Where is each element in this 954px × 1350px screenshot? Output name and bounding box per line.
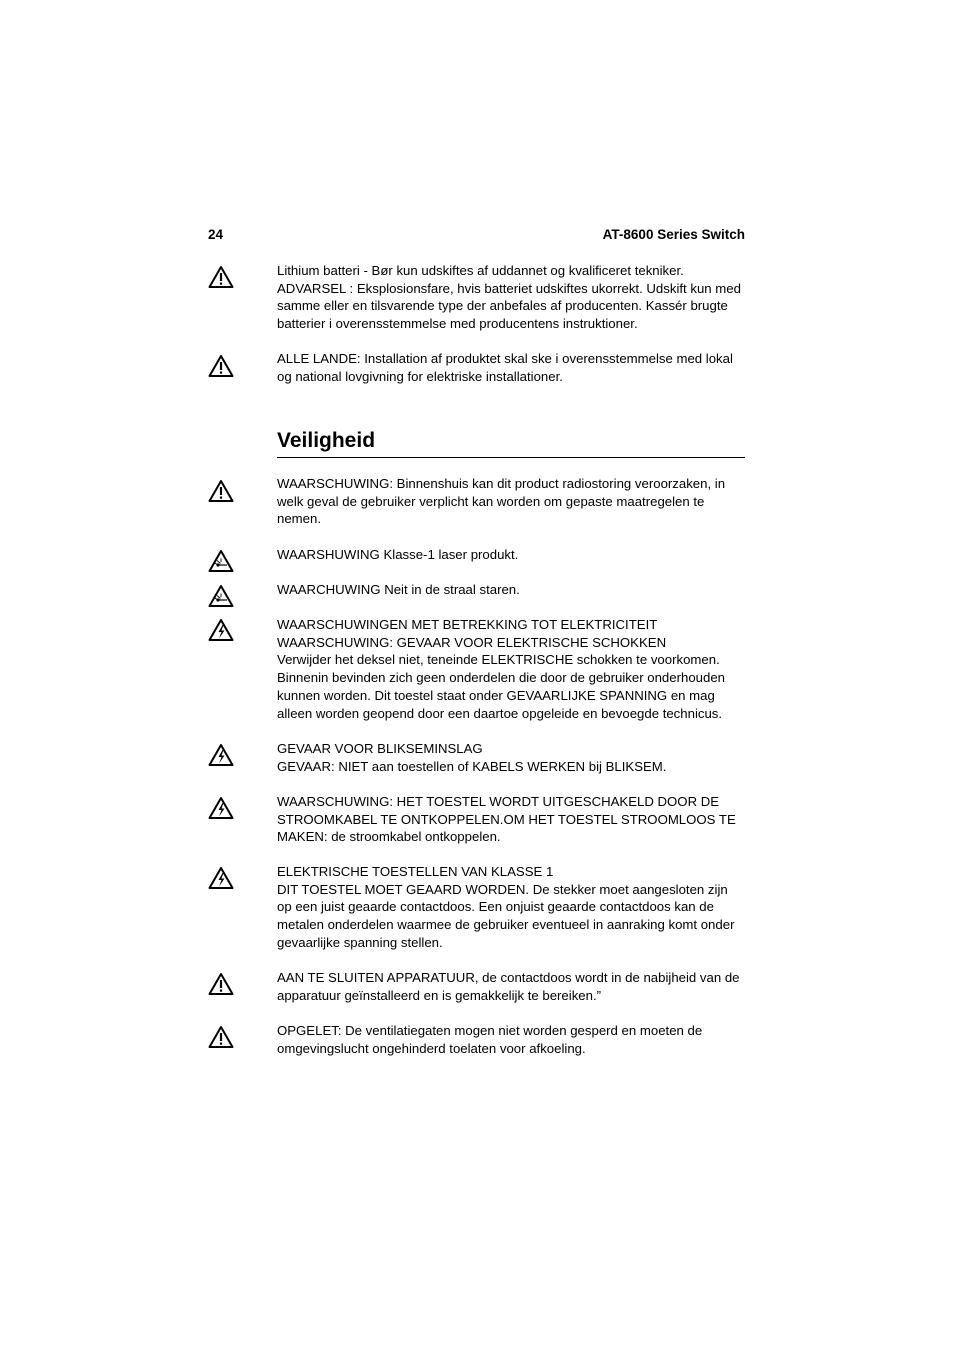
laser-warning-icon: [208, 584, 234, 608]
laser-warning-icon: [208, 549, 234, 573]
notice-text: WAARSHUWING Klasse-1 laser produkt.: [277, 547, 519, 562]
section-rule: [277, 457, 745, 458]
section-title: Veiligheid: [277, 429, 376, 452]
notice-text: AAN TE SLUITEN APPARATUUR, de contactdoos wordt in de nabijheid van de apparatuur geïnstalleerd en is gemakkelijk te bereiken.”: [277, 970, 740, 1003]
warning-triangle-icon: [208, 479, 234, 503]
warning-triangle-icon: [208, 972, 234, 996]
notice-text: WAARSCHUWING: HET TOESTEL WORDT UITGESCHAKELD DOOR DE STROOMKABEL TE ONTKOPPELEN.OM HET TOESTEL STROOMLOOS TE MAKEN: de stroomkabel ontkoppelen.: [277, 794, 736, 845]
page-header: [208, 227, 745, 247]
notice-text: ALLE LANDE: Installation af produktet skal ske i overensstemmelse med lokal og national lovgivning for elektriske installationer.: [277, 351, 733, 384]
notice-text: ELEKTRISCHE TOESTELLEN VAN KLASSE 1 DIT TOESTEL MOET GEAARD WORDEN. De stekker moet aangesloten zijn op een juist geaarde contactdoos. Een onjuist geaarde contactdoos kan de metalen onderdelen waarmee de gebruiker eventueel in aanraking komt onder gevaarlijke spanning stellen.: [277, 864, 735, 950]
electric-warning-icon: [208, 796, 234, 820]
page-number: 24: [208, 227, 224, 242]
notice-text: Lithium batteri - Bør kun udskiftes af uddannet og kvalificeret tekniker. ADVARSEL : Eksplosionsfare, hvis batteriet udskiftes ukorrekt. Udskift kun med samme eller en tilsvarende type der anbefales af producenten. Kassér brugte batterier i overensstemmelse med producentens instruktioner.: [277, 263, 741, 332]
notice-text: WAARCHUWING Neit in de straal staren.: [277, 582, 520, 597]
electric-warning-icon: [208, 618, 234, 642]
electric-warning-icon: [208, 866, 234, 890]
running-title: AT-8600 Series Switch: [602, 227, 745, 242]
electric-warning-icon: [208, 743, 234, 767]
notice-text: WAARSCHUWINGEN MET BETREKKING TOT ELEKTRICITEIT WAARSCHUWING: GEVAAR VOOR ELEKTRISCHE SCHOKKEN Verwijder het deksel niet, teneinde ELEKTRISCHE schokken te voorkomen. Binnenin bevinden zich geen onderdelen die door de gebruiker onderhouden kunnen worden. Dit toestel staat onder GEVAARLIJKE SPANNING en mag alleen worden geopend door een daartoe opgeleide en bevoegde technicus.: [277, 617, 725, 721]
notice-text: WAARSCHUWING: Binnenshuis kan dit product radiostoring veroorzaken, in welk geval de gebruiker verplicht kan worden om gepaste maatregelen te nemen.: [277, 476, 726, 527]
warning-triangle-icon: [208, 354, 234, 378]
notice-text: OPGELET: De ventilatiegaten mogen niet worden gesperd en moeten de omgevingslucht ongehinderd toelaten voor afkoeling.: [277, 1023, 703, 1056]
notice-text: GEVAAR VOOR BLIKSEMINSLAG GEVAAR: NIET aan toestellen of KABELS WERKEN bij BLIKSEM.: [277, 741, 667, 774]
warning-triangle-icon: [208, 265, 234, 289]
warning-triangle-icon: [208, 1025, 234, 1049]
